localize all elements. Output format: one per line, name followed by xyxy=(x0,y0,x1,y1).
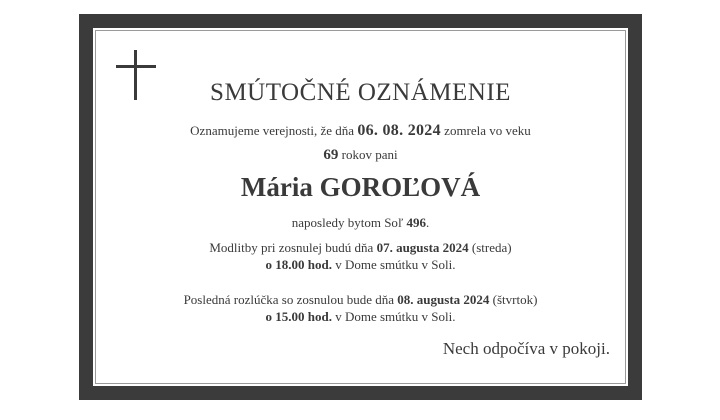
farewell-time-line xyxy=(93,308,628,326)
farewell-date: 08. augusta 2024 xyxy=(397,292,490,307)
death-date: 06. 08. 2024 xyxy=(357,122,441,139)
announcement-line xyxy=(93,122,628,140)
age-line xyxy=(93,146,628,164)
residence-line xyxy=(93,214,628,232)
residence-text: naposledy bytom Soľ xyxy=(291,215,407,230)
deceased-name: Mária GOROĽOVÁ xyxy=(240,172,481,202)
closing-phrase: Nech odpočíva v pokoji. xyxy=(442,339,610,358)
farewell-place: v Dome smútku v Soli. xyxy=(331,309,456,324)
announcement-text: Oznamujeme verejnosti, že dňa xyxy=(190,123,358,138)
farewell-time: o 15.00 hod. xyxy=(265,309,332,324)
farewell-line xyxy=(93,291,628,309)
prayers-time: o 18.00 hod. xyxy=(265,257,332,272)
age-value: 69 xyxy=(323,147,339,163)
age-text: rokov pani xyxy=(338,147,398,162)
notice-title: SMÚTOČNÉ OZNÁMENIE xyxy=(210,79,511,106)
prayers-time-line xyxy=(93,256,628,274)
residence-number: 496 xyxy=(406,215,426,230)
announcement-text-end: zomrela vo veku xyxy=(440,123,531,138)
farewell-text: Posledná rozlúčka so zosnulou bude dňa xyxy=(183,292,398,307)
cross-horizontal-bar xyxy=(116,65,156,68)
prayers-day: (streda) xyxy=(468,240,512,255)
prayers-place: v Dome smútku v Soli. xyxy=(331,257,456,272)
residence-end: . xyxy=(425,215,430,230)
prayers-text: Modlitby pri zosnulej budú dňa xyxy=(209,240,377,255)
prayers-line xyxy=(93,239,628,257)
prayers-date: 07. augusta 2024 xyxy=(376,240,469,255)
farewell-day: (štvrtok) xyxy=(489,292,538,307)
